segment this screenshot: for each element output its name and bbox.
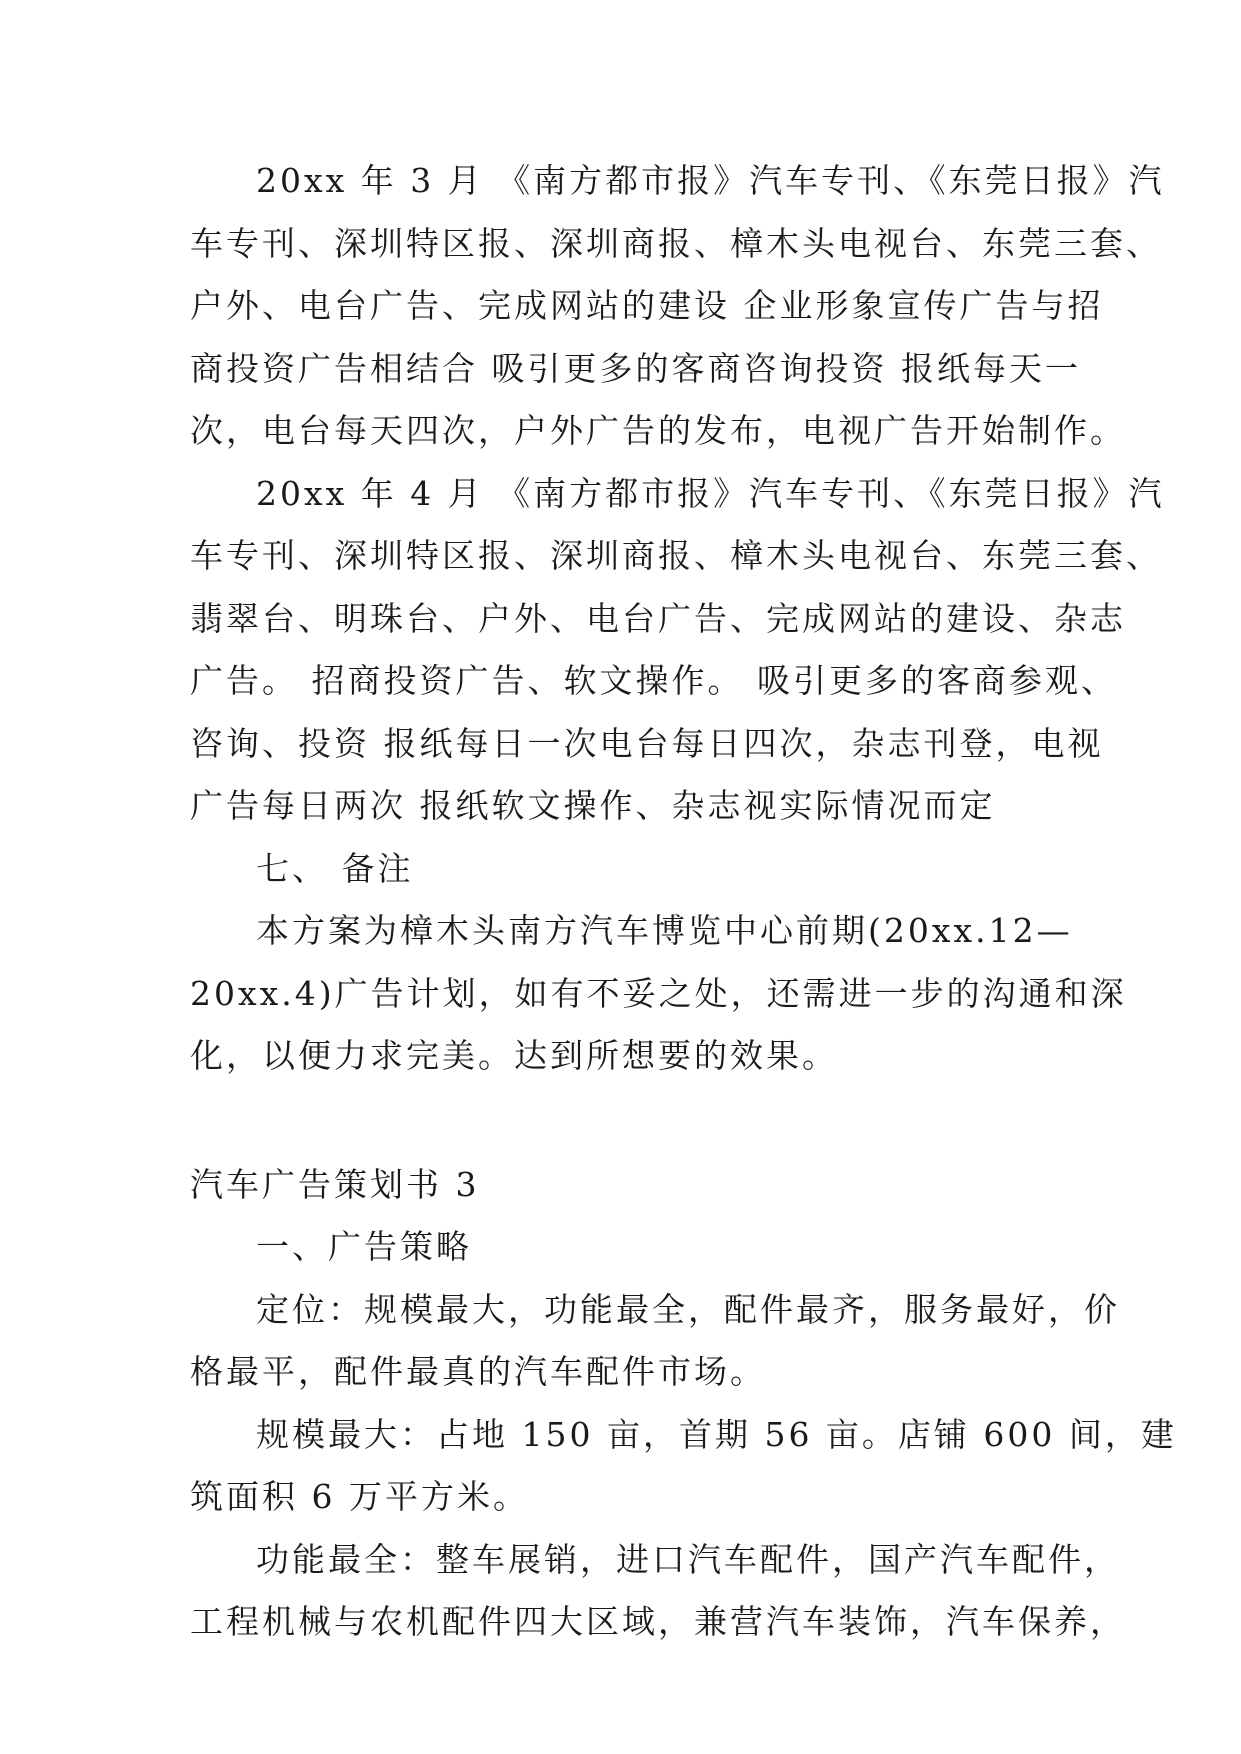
paragraph-positioning [190,1279,1120,1404]
paragraph-remarks [190,900,1127,1088]
text-line: 20xx 年 4 月 《南方都市报》汽车专刊、《东莞日报》汽 [256,473,1165,513]
text-line: 功能最全：整车展销，进口汽车配件，国产汽车配件， [256,1539,1120,1579]
section-heading: 七、 备注 [256,848,414,888]
paragraph-scale [190,1404,1177,1529]
text-line: 广告每日两次 报纸软文操作、杂志视实际情况而定 [190,786,996,825]
text-line: 化，以便力求完美。达到所想要的效果。 [190,1036,838,1075]
text-line: 咨询、投资 报纸每日一次电台每日四次，杂志刊登，电视 [190,723,1104,763]
section-gap [190,1088,1055,1154]
text-line: 广告。 招商投资广告、软文操作。 吸引更多的客商参观、 [190,661,1117,700]
text-line: 规模最大：占地 150 亩，首期 56 亩。店铺 600 间，建 [256,1414,1177,1454]
text-line: 工程机械与农机配件四大区域，兼营汽车装饰，汽车保养， [190,1602,1126,1641]
text-line: 定位：规模最大，功能最全，配件最齐，服务最好，价 [256,1289,1120,1329]
text-line: 本方案为樟木头南方汽车博览中心前期(20xx.12— [256,911,1073,950]
section-title: 汽车广告策划书 3 [190,1164,480,1204]
section-title-block [190,1154,1055,1217]
text-line: 翡翠台、明珠台、户外、电台广告、完成网站的建设、杂志 [190,598,1126,638]
heading-remarks [190,838,1055,901]
paragraph-april [190,463,1165,838]
text-line: 筑面积 6 万平方米。 [190,1477,529,1516]
text-line: 车专刊、深圳特区报、深圳商报、樟木头电视台、东莞三套、 [190,536,1162,575]
text-line: 商投资广告相结合 吸引更多的客商咨询投资 报纸每天一 [190,348,1081,388]
text-line: 车专刊、深圳特区报、深圳商报、樟木头电视台、东莞三套、 [190,223,1162,263]
text-line: 次，电台每天四次，户外广告的发布，电视广告开始制作。 [190,411,1126,450]
section-heading: 一、广告策略 [256,1227,472,1266]
text-line: 20xx.4)广告计划，如有不妥之处，还需进一步的沟通和深 [190,973,1127,1013]
heading-ad-strategy [190,1216,1055,1279]
text-line: 格最平，配件最真的汽车配件市场。 [190,1352,766,1391]
text-line: 户外、电台广告、完成网站的建设 企业形象宣传广告与招 [190,286,1104,325]
paragraph-april-march [190,150,1165,463]
paragraph-functions [190,1529,1126,1654]
document-page [190,150,1177,1654]
text-line: 20xx 年 3 月 《南方都市报》汽车专刊、《东莞日报》汽 [256,161,1165,200]
